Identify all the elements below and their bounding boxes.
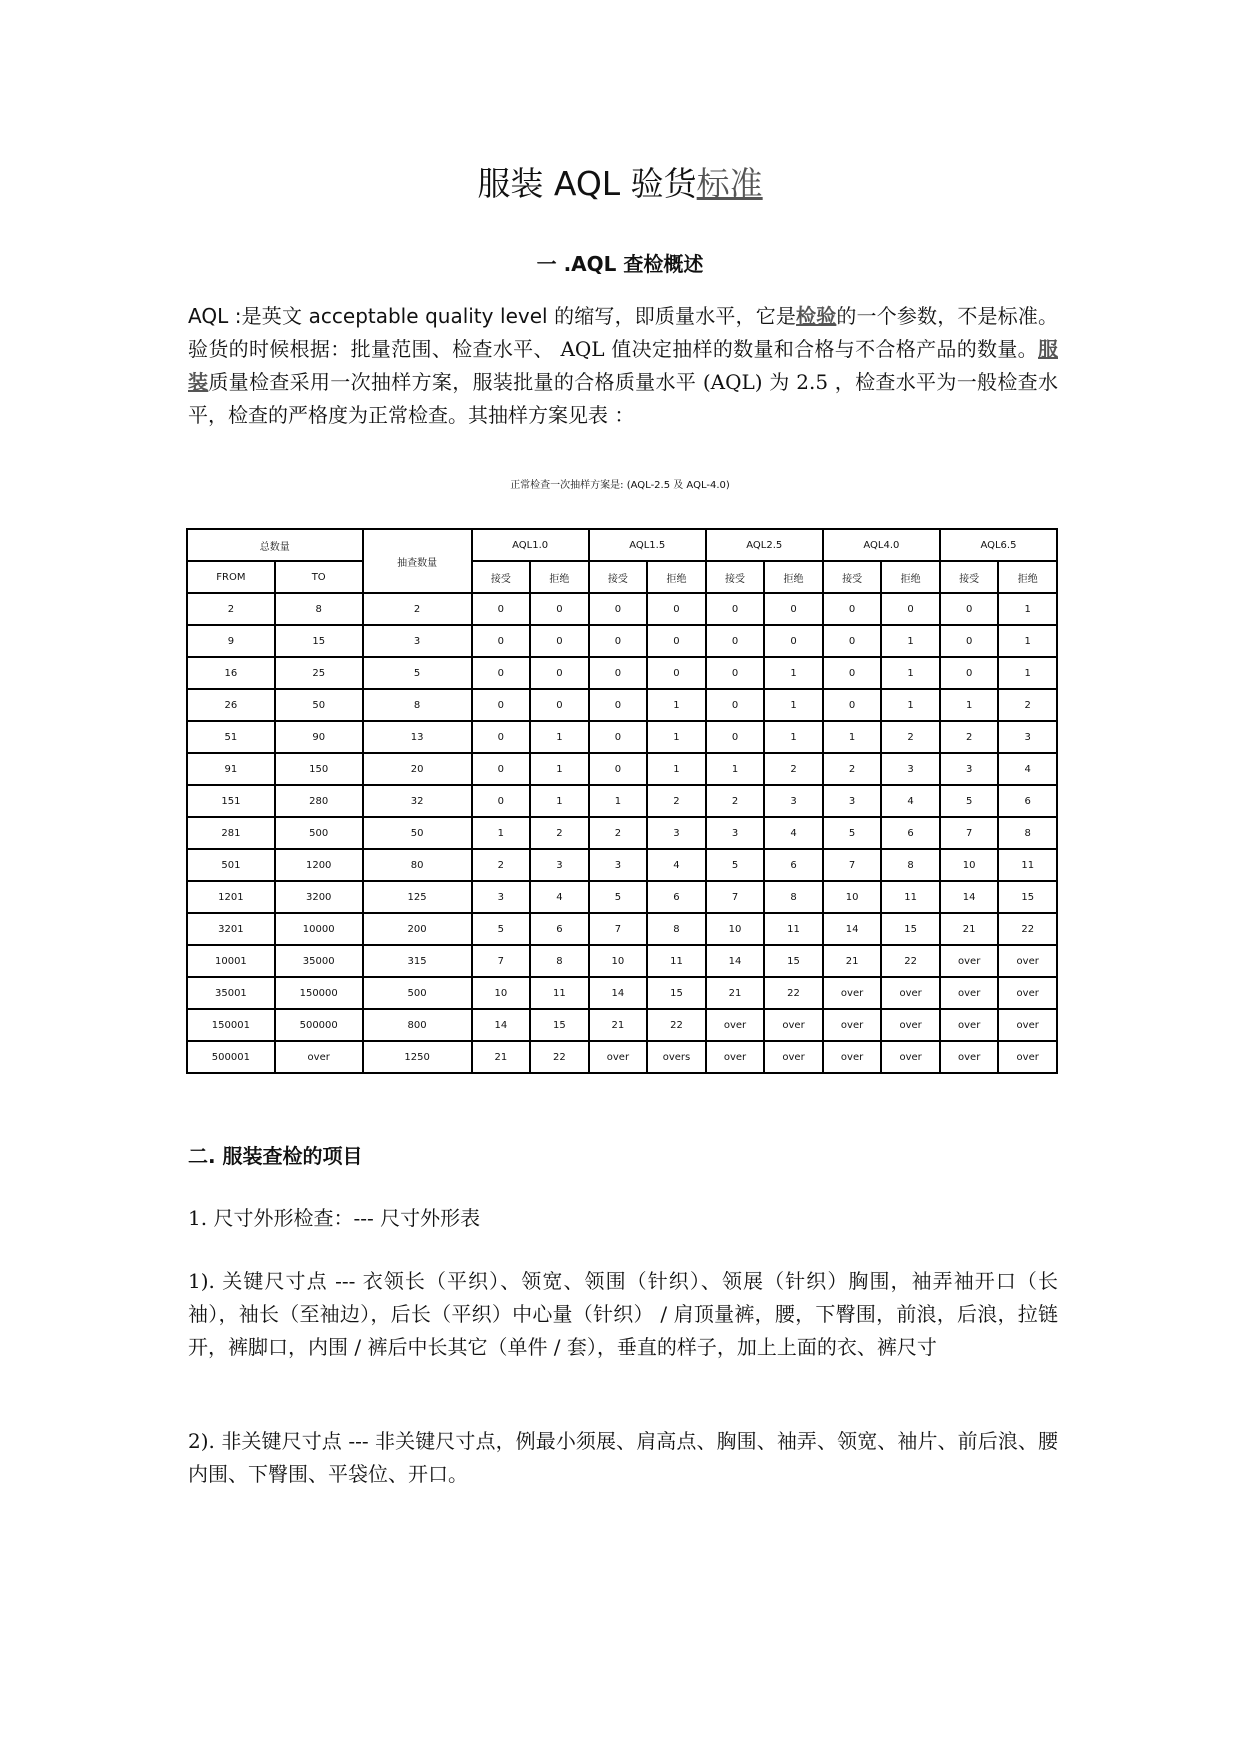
table-cell: 0 <box>589 753 648 785</box>
table-cell: 0 <box>472 753 531 785</box>
table-cell: 10 <box>823 881 882 913</box>
header-reject: 拒绝 <box>998 561 1057 593</box>
table-cell: 10 <box>472 977 531 1009</box>
table-cell: overs <box>647 1041 706 1073</box>
table-cell: over <box>881 977 940 1009</box>
table-cell: 15 <box>764 945 823 977</box>
table-cell: 0 <box>940 625 999 657</box>
table-cell: 0 <box>589 721 648 753</box>
table-cell: 0 <box>472 657 531 689</box>
table-cell: 11 <box>998 849 1057 881</box>
table-cell: 0 <box>472 785 531 817</box>
table-cell: 1 <box>881 657 940 689</box>
table-cell: 6 <box>530 913 589 945</box>
table-cell: 3 <box>764 785 823 817</box>
table-cell: 2 <box>530 817 589 849</box>
section-2-heading: 二. 服装查检的项目 <box>188 1144 363 1168</box>
table-cell: 0 <box>823 657 882 689</box>
section-1-paragraph <box>188 300 1058 432</box>
table-row <box>187 817 1057 849</box>
table-cell: 11 <box>530 977 589 1009</box>
table-cell: over <box>940 1009 999 1041</box>
table-cell: 3 <box>881 753 940 785</box>
table-cell: 4 <box>764 817 823 849</box>
header-accept: 接受 <box>589 561 648 593</box>
table-cell: 2 <box>589 817 648 849</box>
header-reject: 拒绝 <box>881 561 940 593</box>
table-cell: 2 <box>187 593 275 625</box>
table-cell: 3 <box>940 753 999 785</box>
table-cell: 1 <box>881 689 940 721</box>
table-row <box>187 625 1057 657</box>
table-cell: 3200 <box>275 881 363 913</box>
table-row <box>187 689 1057 721</box>
item-1-key-points: 1). 关键尺寸点 --- 衣领长（平织）、领宽、领围（针织）、领展（针织）胸围，袖弄袖开口（长袖），袖长（至袖边），后长（平织）中心量（针织） / 肩顶量裤，腰，下臀围，前浪，后浪，拉链开，裤脚口，内围 / 裤后中长其它（单件 / 套），垂直的样子，加上上面的衣、裤尺寸 <box>188 1269 1058 1359</box>
table-cell: over <box>881 1009 940 1041</box>
table-cell: 0 <box>472 721 531 753</box>
table-cell: 22 <box>764 977 823 1009</box>
table-cell: 9 <box>187 625 275 657</box>
table-cell: over <box>764 1009 823 1041</box>
table-row <box>187 593 1057 625</box>
title-main: 服装 AQL 验货 <box>477 164 697 203</box>
table-cell: 0 <box>530 689 589 721</box>
table-cell: 315 <box>363 945 472 977</box>
table-cell: 1 <box>530 753 589 785</box>
table-cell: 4 <box>998 753 1057 785</box>
table-cell: 1 <box>998 625 1057 657</box>
table-cell: 6 <box>647 881 706 913</box>
table-cell: 0 <box>530 657 589 689</box>
table-cell: 3 <box>363 625 472 657</box>
table-cell: 0 <box>940 657 999 689</box>
table-cell: 0 <box>706 657 765 689</box>
table-cell: 50 <box>275 689 363 721</box>
table-cell: 15 <box>998 881 1057 913</box>
table-cell: 0 <box>589 625 648 657</box>
table-cell: 2 <box>823 753 882 785</box>
header-accept: 接受 <box>823 561 882 593</box>
table-cell: 0 <box>706 593 765 625</box>
table-cell: 8 <box>998 817 1057 849</box>
table-body <box>187 593 1057 1073</box>
table-row <box>187 785 1057 817</box>
table-cell: 20 <box>363 753 472 785</box>
header-aql-level: AQL6.5 <box>940 529 1057 561</box>
table-cell: 13 <box>363 721 472 753</box>
table-cell: 10001 <box>187 945 275 977</box>
table-cell: 3 <box>530 849 589 881</box>
table-cell: 0 <box>647 625 706 657</box>
table-cell: 0 <box>647 657 706 689</box>
header-aql-level: AQL2.5 <box>706 529 823 561</box>
table-cell: over <box>823 1009 882 1041</box>
table-cell: 0 <box>472 625 531 657</box>
table-cell: 22 <box>647 1009 706 1041</box>
header-aql-level: AQL1.5 <box>589 529 706 561</box>
table-cell: 501 <box>187 849 275 881</box>
table-cell: 22 <box>881 945 940 977</box>
table-row <box>187 881 1057 913</box>
table-cell: 7 <box>589 913 648 945</box>
item-1-non-key-points: 2). 非关键尺寸点 --- 非关键尺寸点，例最小须展、肩高点、胸围、袖弄、领宽、袖片、前后浪、腰内围、下臀围、平袋位、开口。 <box>188 1429 1058 1486</box>
table-cell: 151 <box>187 785 275 817</box>
table-cell: 5 <box>706 849 765 881</box>
table-cell: over <box>275 1041 363 1073</box>
table-cell: 21 <box>706 977 765 1009</box>
header-reject: 拒绝 <box>530 561 589 593</box>
table-cell: 6 <box>881 817 940 849</box>
table-cell: 2 <box>472 849 531 881</box>
table-cell: 1 <box>647 753 706 785</box>
table-cell: 90 <box>275 721 363 753</box>
table-cell: 8 <box>764 881 823 913</box>
inspection-link[interactable]: 检验 <box>796 304 837 328</box>
section-1-heading: 一 .AQL 查检概述 <box>536 252 704 276</box>
table-cell: 2 <box>363 593 472 625</box>
table-cell: 14 <box>940 881 999 913</box>
table-cell: 5 <box>823 817 882 849</box>
table-header-row-1 <box>187 529 1057 561</box>
table-cell: 1 <box>764 657 823 689</box>
table-cell: 22 <box>530 1041 589 1073</box>
table-cell: 22 <box>998 913 1057 945</box>
table-row <box>187 977 1057 1009</box>
table-cell: 500001 <box>187 1041 275 1073</box>
table-cell: 21 <box>940 913 999 945</box>
table-cell: 14 <box>589 977 648 1009</box>
table-cell: 3 <box>823 785 882 817</box>
table-cell: 0 <box>589 593 648 625</box>
table-cell: 4 <box>647 849 706 881</box>
table-cell: 15 <box>647 977 706 1009</box>
header-aql-level: AQL1.0 <box>472 529 589 561</box>
table-cell: 0 <box>530 625 589 657</box>
table-cell: 10000 <box>275 913 363 945</box>
table-cell: 35000 <box>275 945 363 977</box>
table-cell: 0 <box>530 593 589 625</box>
table-cell: 1 <box>823 721 882 753</box>
table-cell: 281 <box>187 817 275 849</box>
table-cell: 7 <box>940 817 999 849</box>
para-text-3: 质量检查采用一次抽样方案，服装批量的合格质量水平 (AQL) 为 2.5 ，检查水平为一般检查水平，检查的严格度为正常检查。其抽样方案见表 ： <box>188 370 1058 427</box>
table-cell: 5 <box>589 881 648 913</box>
table-cell: 125 <box>363 881 472 913</box>
table-cell: 1 <box>881 625 940 657</box>
table-cell: over <box>998 1009 1057 1041</box>
table-row <box>187 721 1057 753</box>
table-cell: 11 <box>764 913 823 945</box>
table-cell: over <box>998 1041 1057 1073</box>
table-cell: 1 <box>530 785 589 817</box>
table-cell: 3 <box>589 849 648 881</box>
table-cell: 6 <box>764 849 823 881</box>
table-cell: 4 <box>530 881 589 913</box>
table-row <box>187 1009 1057 1041</box>
table-cell: 11 <box>881 881 940 913</box>
header-sample: 抽查数量 <box>363 529 472 593</box>
table-cell: 1250 <box>363 1041 472 1073</box>
table-cell: 150001 <box>187 1009 275 1041</box>
table-cell: 16 <box>187 657 275 689</box>
table-cell: over <box>940 977 999 1009</box>
table-cell: 5 <box>472 913 531 945</box>
table-cell: 32 <box>363 785 472 817</box>
table-cell: 0 <box>940 593 999 625</box>
table-row <box>187 753 1057 785</box>
aql-sampling-table <box>186 528 1058 1074</box>
table-cell: 21 <box>823 945 882 977</box>
table-cell: over <box>589 1041 648 1073</box>
table-cell: 1 <box>998 657 1057 689</box>
header-aql-level: AQL4.0 <box>823 529 940 561</box>
table-cell: 8 <box>647 913 706 945</box>
table-cell: over <box>706 1041 765 1073</box>
table-cell: 1200 <box>275 849 363 881</box>
header-reject: 拒绝 <box>647 561 706 593</box>
title-link[interactable]: 标准 <box>696 164 763 203</box>
table-row <box>187 945 1057 977</box>
table-cell: 10 <box>589 945 648 977</box>
table-cell: 1 <box>706 753 765 785</box>
table-cell: 500 <box>363 977 472 1009</box>
table-cell: 15 <box>530 1009 589 1041</box>
table-cell: 0 <box>823 689 882 721</box>
header-accept: 接受 <box>706 561 765 593</box>
table-cell: 14 <box>823 913 882 945</box>
table-cell: 0 <box>881 593 940 625</box>
table-header-row-2 <box>187 561 1057 593</box>
table-row <box>187 1041 1057 1073</box>
table-cell: 0 <box>589 657 648 689</box>
table-cell: 50 <box>363 817 472 849</box>
table-cell: 0 <box>706 625 765 657</box>
table-cell: 280 <box>275 785 363 817</box>
header-accept: 接受 <box>472 561 531 593</box>
table-cell: 15 <box>881 913 940 945</box>
table-cell: 0 <box>706 689 765 721</box>
table-cell: 0 <box>706 721 765 753</box>
table-cell: 51 <box>187 721 275 753</box>
table-cell: 26 <box>187 689 275 721</box>
table-cell: 1 <box>589 785 648 817</box>
table-cell: over <box>764 1041 823 1073</box>
table-cell: 3201 <box>187 913 275 945</box>
header-accept: 接受 <box>940 561 999 593</box>
table-cell: 21 <box>472 1041 531 1073</box>
table-row <box>187 657 1057 689</box>
table-cell: 2 <box>647 785 706 817</box>
table-cell: 0 <box>823 593 882 625</box>
table-cell: 8 <box>530 945 589 977</box>
table-cell: 1201 <box>187 881 275 913</box>
table-cell: 0 <box>823 625 882 657</box>
table-cell: 6 <box>998 785 1057 817</box>
table-cell: 8 <box>881 849 940 881</box>
table-cell: 15 <box>275 625 363 657</box>
table-cell: 7 <box>706 881 765 913</box>
table-cell: 8 <box>363 689 472 721</box>
table-cell: 8 <box>275 593 363 625</box>
table-cell: 1 <box>764 689 823 721</box>
table-cell: 35001 <box>187 977 275 1009</box>
table-cell: 1 <box>647 721 706 753</box>
table-cell: 2 <box>881 721 940 753</box>
table-cell: 800 <box>363 1009 472 1041</box>
table-cell: 500 <box>275 817 363 849</box>
table-cell: 150000 <box>275 977 363 1009</box>
table-caption: 正常检查一次抽样方案是: (AQL-2.5 及 AQL-4.0) <box>510 480 730 491</box>
table-cell: 0 <box>764 625 823 657</box>
table-cell: 1 <box>647 689 706 721</box>
table-cell: 21 <box>589 1009 648 1041</box>
table-cell: 2 <box>764 753 823 785</box>
table-cell: 500000 <box>275 1009 363 1041</box>
table-cell: 11 <box>647 945 706 977</box>
para-text-1: AQL :是英文 acceptable quality level 的缩写，即质量水平，它是 <box>188 304 797 328</box>
table-cell: 5 <box>940 785 999 817</box>
table-cell: 91 <box>187 753 275 785</box>
header-total: 总数量 <box>187 529 363 561</box>
table-cell: 2 <box>998 689 1057 721</box>
table-cell: 4 <box>881 785 940 817</box>
table-cell: 10 <box>940 849 999 881</box>
table-cell: 1 <box>530 721 589 753</box>
table-cell: over <box>998 977 1057 1009</box>
table-cell: over <box>998 945 1057 977</box>
table-cell: 7 <box>472 945 531 977</box>
table-cell: over <box>823 977 882 1009</box>
table-cell: 5 <box>363 657 472 689</box>
table-cell: 2 <box>706 785 765 817</box>
table-cell: 80 <box>363 849 472 881</box>
table-cell: over <box>823 1041 882 1073</box>
clothing-link[interactable]: 服装 <box>188 337 1058 394</box>
table-cell: 7 <box>823 849 882 881</box>
table-cell: 14 <box>472 1009 531 1041</box>
para-text-2: 的一个参数，不是标准。验货的时候根据：批量范围、检查水平、 AQL 值决定抽样的数量和合格与不合格产品的数量。 <box>188 304 1059 361</box>
table-cell: 1 <box>998 593 1057 625</box>
table-cell: 150 <box>275 753 363 785</box>
table-cell: over <box>940 1041 999 1073</box>
item-1-dimension-check: 1. 尺寸外形检查：--- 尺寸外形表 <box>188 1206 481 1230</box>
table-cell: over <box>706 1009 765 1041</box>
header-reject: 拒绝 <box>764 561 823 593</box>
table-cell: 10 <box>706 913 765 945</box>
table-cell: 3 <box>998 721 1057 753</box>
table-cell: over <box>881 1041 940 1073</box>
table-cell: 200 <box>363 913 472 945</box>
table-cell: 3 <box>647 817 706 849</box>
table-cell: 0 <box>764 593 823 625</box>
table-row <box>187 913 1057 945</box>
table-cell: 0 <box>472 689 531 721</box>
table-cell: 1 <box>940 689 999 721</box>
table-cell: 14 <box>706 945 765 977</box>
table-cell: 3 <box>472 881 531 913</box>
table-cell: 2 <box>940 721 999 753</box>
table-cell: 0 <box>647 593 706 625</box>
header-from: FROM <box>187 561 275 593</box>
table-cell: 0 <box>472 593 531 625</box>
table-cell: 1 <box>764 721 823 753</box>
table-cell: 1 <box>472 817 531 849</box>
table-cell: 0 <box>589 689 648 721</box>
table-cell: 25 <box>275 657 363 689</box>
table-cell: over <box>940 945 999 977</box>
header-to: TO <box>275 561 363 593</box>
table-row <box>187 849 1057 881</box>
document-title <box>0 158 1240 205</box>
table-cell: 3 <box>706 817 765 849</box>
